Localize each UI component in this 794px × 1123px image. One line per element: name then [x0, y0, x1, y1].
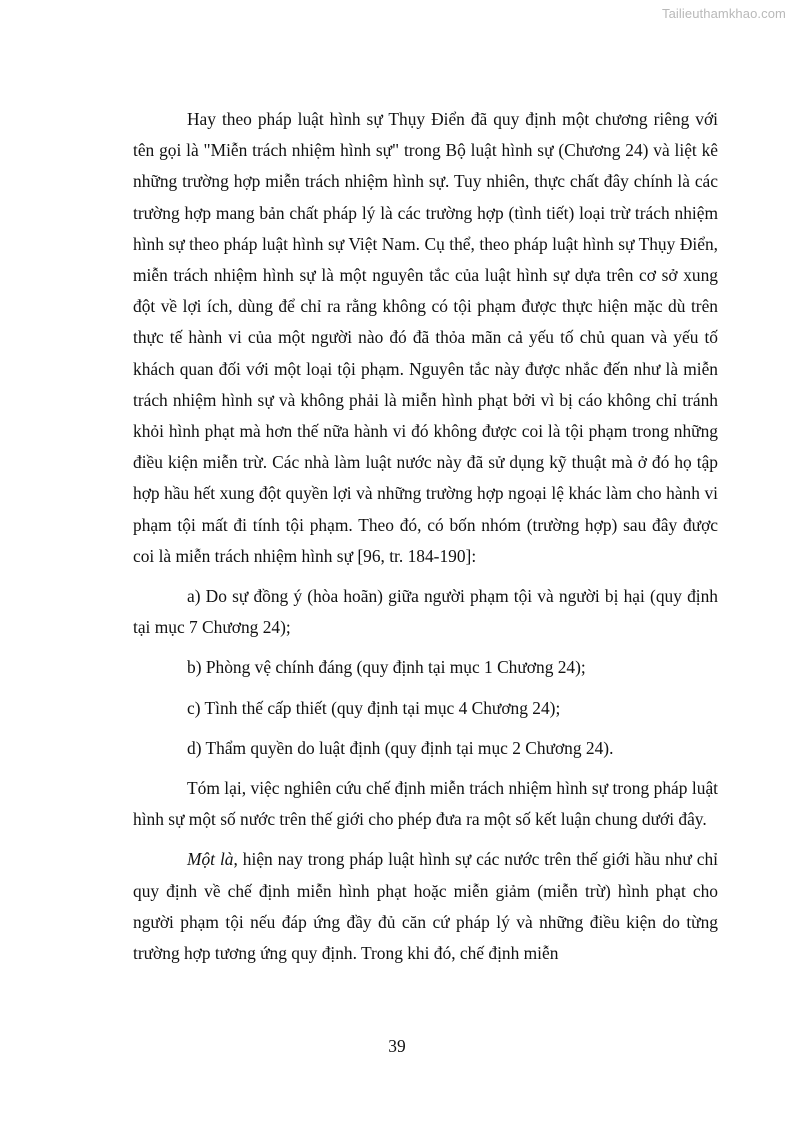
- first-conclusion-lead: Một là: [187, 849, 234, 870]
- paragraph-sweden: Hay theo pháp luật hình sự Thụy Điển đã quy định một chương riêng với tên gọi là "Miễn trách nhiệm hình sự" trong Bộ luật hình sự (Chương 24) và liệt kê những trường hợp miễn trách nhiệm hình sự. Tuy nhiên, thực chất đây chính là các trường hợp mang bản chất pháp lý là các trường hợp (tình tiết) loại trừ trách nhiệm hình sự theo pháp luật hình sự Việt Nam. Cụ thể, theo pháp luật hình sự Thụy Điển, miễn trách nhiệm hình sự là một nguyên tắc của luật hình sự dựa trên cơ sở xung đột về lợi ích, dùng để chỉ ra rằng không có tội phạm được thực hiện mặc dù trên thực tế hành vi của một người nào đó đã thỏa mãn cả yếu tố chủ quan và yếu tố khách quan đối với một loại tội phạm. Nguyên tắc này được nhắc đến như là miễn trách nhiệm hình sự và không phải là miễn hình phạt bởi vì bị cáo không chỉ tránh khỏi hình phạt mà hơn thế nữa hành vi đó không được coi là tội phạm trong những điều kiện miễn trừ. Các nhà làm luật nước này đã sử dụng kỹ thuật mà ở đó họ tập hợp hầu hết xung đột quyền lợi và những trường hợp ngoại lệ khác làm cho hành vi phạm tội mất đi tính tội phạm. Theo đó, có bốn nhóm (trường hợp) sau đây được coi là miễn trách nhiệm hình sự [96, tr. 184-190]:: [133, 109, 718, 566]
- page-body: [133, 104, 718, 969]
- watermark: Tailieuthamkhao.com: [661, 6, 786, 21]
- first-conclusion-text: , hiện nay trong pháp luật hình sự các nước trên thế giới hầu như chỉ quy định về chế định miễn hình phạt hoặc miễn giảm (miễn trừ) hình phạt cho người phạm tội nếu đáp ứng đầy đủ căn cứ pháp lý và những điều kiện do từng trường hợp tương ứng quy định. Trong khi đó, chế định miễn: [133, 849, 718, 964]
- list-item-b: b) Phòng vệ chính đáng (quy định tại mục 1 Chương 24);: [187, 657, 586, 678]
- list-item-c: c) Tình thế cấp thiết (quy định tại mục 4 Chương 24);: [187, 697, 561, 718]
- paragraph-summary: Tóm lại, việc nghiên cứu chế định miễn trách nhiệm hình sự trong pháp luật hình sự một số nước trên thế giới cho phép đưa ra một số kết luận chung dưới đây.: [133, 778, 718, 830]
- paragraph-first-conclusion: [133, 844, 718, 969]
- list-item-a: a) Do sự đồng ý (hòa hoãn) giữa người phạm tội và người bị hại (quy định tại mục 7 Chương 24);: [133, 586, 718, 638]
- list-item-d: d) Thẩm quyền do luật định (quy định tại mục 2 Chương 24).: [187, 737, 614, 758]
- page-number: 39: [388, 1036, 406, 1056]
